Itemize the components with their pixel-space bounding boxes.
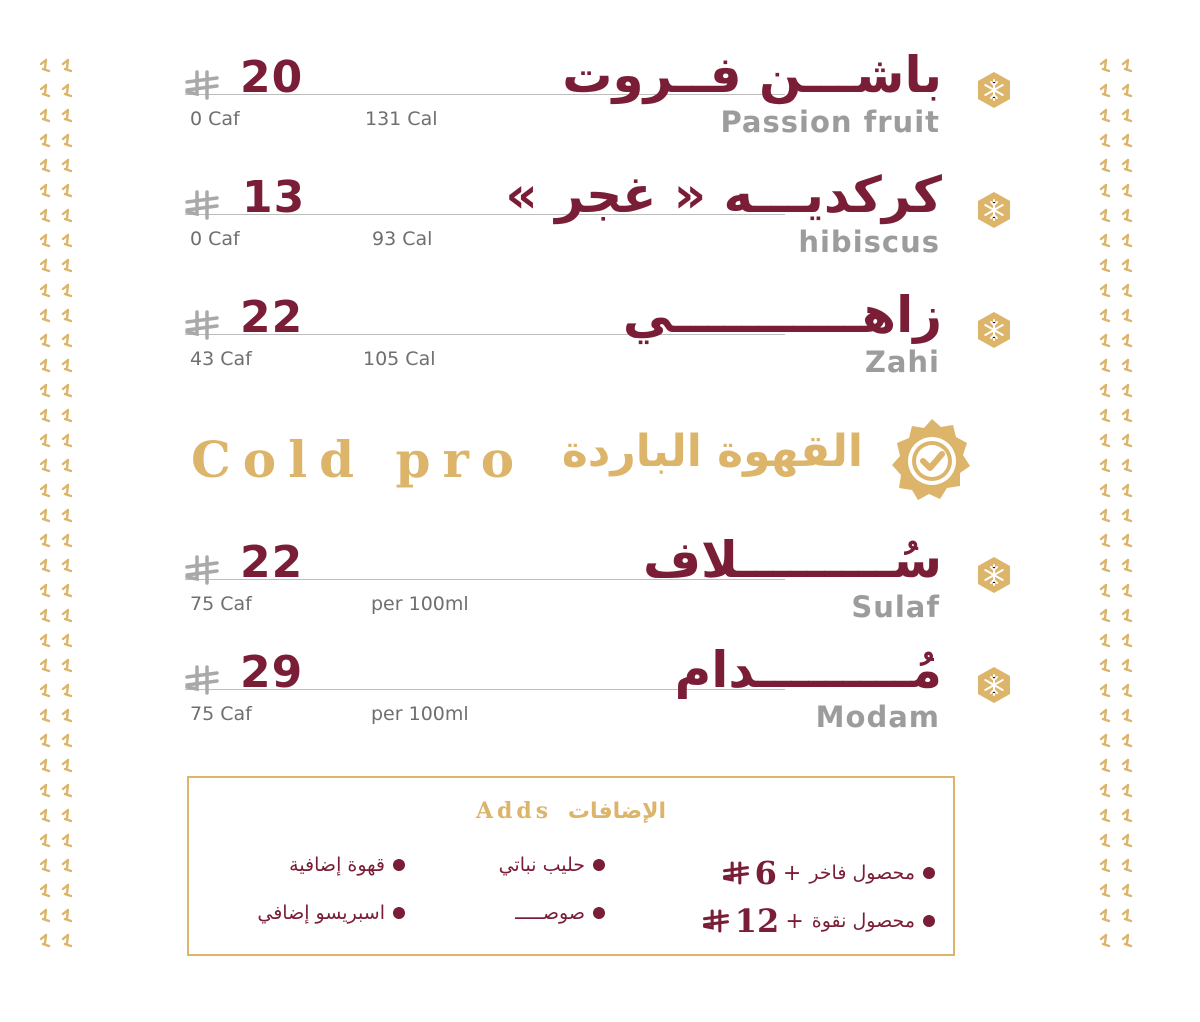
adds-item-label: صوصـــــ bbox=[515, 902, 585, 924]
adds-item bbox=[289, 854, 405, 876]
price: 20 bbox=[240, 52, 304, 103]
drink-name-ar: سُـــــــــلاف bbox=[642, 531, 942, 589]
calories-value: 93 Cal bbox=[372, 228, 433, 250]
drink-name-en: Zahi bbox=[864, 345, 940, 379]
adds-item-extra: + 12 bbox=[703, 902, 804, 940]
bullet-icon bbox=[923, 867, 935, 879]
adds-title-ar: الإضافات bbox=[567, 799, 667, 824]
adds-item bbox=[257, 902, 405, 924]
drink-name-ar: زاهـــــــــــي bbox=[622, 286, 942, 344]
caffeine-value: 43 Caf bbox=[190, 348, 252, 370]
snowflake-icon bbox=[974, 665, 1014, 705]
caffeine-value: 75 Caf bbox=[190, 593, 252, 615]
adds-item bbox=[723, 854, 935, 892]
riyal-icon bbox=[723, 861, 749, 885]
menu-item bbox=[185, 46, 1010, 170]
adds-title-en: Adds bbox=[475, 798, 553, 824]
adds-extra-price: 6 bbox=[754, 854, 777, 892]
caffeine-value: 0 Caf bbox=[190, 228, 240, 250]
calories-value: per 100ml bbox=[371, 593, 469, 615]
menu-item bbox=[185, 286, 1010, 410]
left-ornament-border bbox=[34, 56, 82, 956]
adds-item-label: قهوة إضافية bbox=[289, 854, 385, 876]
adds-box bbox=[187, 776, 955, 956]
bullet-icon bbox=[593, 907, 605, 919]
price: 22 bbox=[240, 537, 304, 588]
price: 29 bbox=[240, 647, 304, 698]
gold-pattern-icon bbox=[1094, 56, 1142, 956]
snowflake-icon bbox=[974, 190, 1014, 230]
drink-name-en: Modam bbox=[815, 700, 940, 734]
adds-item bbox=[499, 854, 605, 876]
riyal-icon bbox=[185, 310, 219, 340]
price: 13 bbox=[242, 172, 306, 223]
riyal-icon bbox=[185, 555, 219, 585]
menu-item bbox=[185, 166, 1010, 290]
check-seal-icon bbox=[889, 418, 975, 504]
right-ornament-border bbox=[1094, 56, 1142, 956]
drink-name-en: Sulaf bbox=[851, 590, 940, 624]
adds-item-label: محصول نقوة bbox=[811, 910, 915, 932]
snowflake-icon bbox=[974, 70, 1014, 110]
adds-item-label: محصول فاخر bbox=[809, 862, 915, 884]
drink-name-ar: باشـــن فــروت bbox=[562, 46, 942, 104]
adds-item-label: حليب نباتي bbox=[498, 854, 585, 876]
adds-item bbox=[703, 902, 935, 940]
section-title-en: Cold pro bbox=[191, 430, 527, 489]
bullet-icon bbox=[923, 915, 935, 927]
adds-item-label: اسبريسو إضافي bbox=[257, 902, 385, 924]
adds-title bbox=[189, 798, 953, 824]
calories-value: per 100ml bbox=[371, 703, 469, 725]
drink-name-en: Passion fruit bbox=[720, 105, 940, 139]
drink-name-ar: كركديـــه « غجر » bbox=[505, 166, 942, 224]
adds-item-extra: + 6 bbox=[723, 854, 802, 892]
snowflake-icon bbox=[974, 555, 1014, 595]
bullet-icon bbox=[393, 907, 405, 919]
drink-name-en: hibiscus bbox=[798, 225, 940, 259]
calories-value: 105 Cal bbox=[363, 348, 436, 370]
section-header-cold-pro bbox=[185, 418, 975, 508]
bullet-icon bbox=[393, 859, 405, 871]
caffeine-value: 0 Caf bbox=[190, 108, 240, 130]
bullet-icon bbox=[593, 859, 605, 871]
section-title-ar: القهوة الباردة bbox=[561, 426, 863, 477]
caffeine-value: 75 Caf bbox=[190, 703, 252, 725]
adds-item bbox=[515, 902, 605, 924]
riyal-icon bbox=[185, 70, 219, 100]
riyal-icon bbox=[703, 909, 729, 933]
riyal-icon bbox=[185, 665, 219, 695]
menu-item bbox=[185, 531, 1010, 655]
adds-extra-price: 12 bbox=[734, 902, 780, 940]
price: 22 bbox=[240, 292, 304, 343]
snowflake-icon bbox=[974, 310, 1014, 350]
drink-name-ar: مُـــــــــدام bbox=[674, 641, 942, 699]
menu-item bbox=[185, 641, 1010, 765]
riyal-icon bbox=[185, 190, 219, 220]
gold-pattern-icon bbox=[34, 56, 82, 956]
calories-value: 131 Cal bbox=[365, 108, 438, 130]
